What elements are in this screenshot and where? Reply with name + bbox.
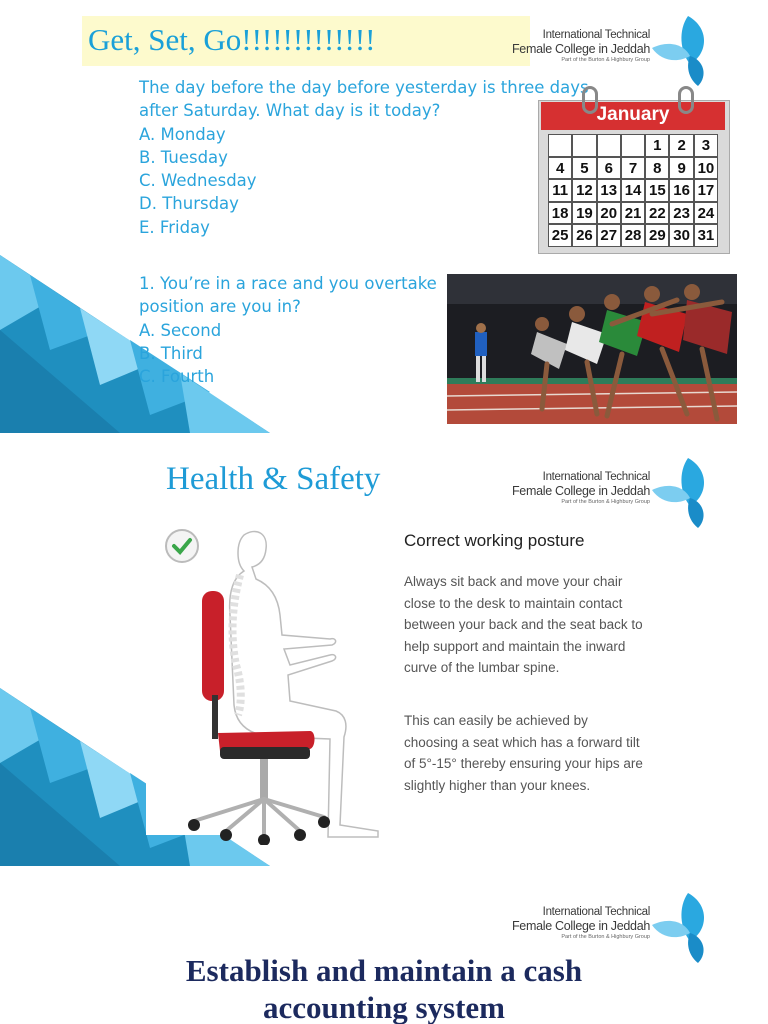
logo-line2: Female College in Jeddah [511, 484, 650, 498]
calendar-day-cell [548, 134, 572, 157]
calendar-day-cell: 8 [645, 157, 669, 180]
calendar-day-cell [597, 134, 621, 157]
calendar-day-cell: 23 [669, 202, 693, 225]
logo-line2: Female College in Jeddah [511, 919, 650, 933]
calendar-day-cell: 1 [645, 134, 669, 157]
slide-title-line2: accounting system [263, 990, 505, 1024]
slide-title: Get, Set, Go!!!!!!!!!!!!! [88, 22, 376, 57]
calendar-day-cell: 20 [597, 202, 621, 225]
question2-option-b: B. Third [139, 343, 203, 363]
calendar-day-cell: 28 [621, 224, 645, 247]
question1-option-c: C. Wednesday [139, 171, 257, 191]
question1-option-d: D. Thursday [139, 194, 239, 214]
slide-health-safety [0, 433, 768, 866]
calendar-day-cell: 25 [548, 224, 572, 247]
calendar-day-cell [621, 134, 645, 157]
calendar-day-cell: 15 [645, 179, 669, 202]
slide-title-line1: Establish and maintain a cash [185, 953, 583, 988]
calendar-day-cell: 16 [669, 179, 693, 202]
calendar-day-cell: 13 [597, 179, 621, 202]
posture-paragraph-2: This can easily be achieved by choosing a seat which has a forward tilt of 5°-15° thereby ensuring your hips are slightly higher than your knees. [404, 713, 643, 793]
calendar-day-cell: 7 [621, 157, 645, 180]
race-photo [447, 274, 737, 424]
calendar-day-cell: 4 [548, 157, 572, 180]
checkmark-icon [166, 530, 198, 562]
calendar-day-cell: 24 [694, 202, 718, 225]
slide-title: Health & Safety [166, 461, 381, 497]
calendar-day-cell: 31 [694, 224, 718, 247]
calendar-day-cell: 14 [621, 179, 645, 202]
slide-cash-accounting [0, 866, 768, 1024]
logo-line1: International Technical [542, 906, 650, 918]
college-logo [500, 468, 710, 528]
slide-title [0, 952, 768, 1024]
question2 [139, 272, 437, 388]
calendar-day-cell: 10 [694, 157, 718, 180]
calendar-day-cell: 30 [669, 224, 693, 247]
calendar-day-cell: 6 [597, 157, 621, 180]
question2-option-a: A. Second [139, 320, 222, 340]
posture-paragraph-1: Always sit back and move your chair close to the desk to maintain contact between your back and the seat back to help support and maintain the inward curve of the lumbar spine. [404, 574, 643, 676]
question1 [139, 76, 589, 239]
calendar-day-cell: 12 [572, 179, 596, 202]
question2-line1: 1. You’re in a race and you overtake [139, 274, 437, 293]
question2-option-c: C. Fourth [139, 367, 215, 387]
calendar-day-cell: 5 [572, 157, 596, 180]
question1-option-e: E. Friday [139, 217, 210, 237]
posture-illustration [160, 525, 390, 845]
logo-line1: International Technical [542, 471, 650, 483]
question1-line2: after Saturday. What day is it today? [139, 101, 441, 121]
calendar-day-cell: 22 [645, 202, 669, 225]
logo-line2: Female College in Jeddah [511, 42, 650, 56]
calendar-day-cell: 19 [572, 202, 596, 225]
calendar-day-cell: 17 [694, 179, 718, 202]
calendar-day-cell: 11 [548, 179, 572, 202]
logo-line1: International Technical [542, 29, 650, 41]
calendar-day-cell: 3 [694, 134, 718, 157]
calendar-day-cell: 29 [645, 224, 669, 247]
slide-title-box [82, 16, 530, 66]
logo-line3: Part of the Burton & Highbury Group [561, 57, 650, 63]
ring-icon [678, 86, 694, 114]
logo-line3: Part of the Burton & Highbury Group [561, 934, 650, 940]
logo-leaf-icon [650, 14, 710, 86]
calendar-grid [548, 134, 718, 247]
logo-leaf-icon [650, 456, 710, 528]
logo-line3: Part of the Burton & Highbury Group [561, 499, 650, 505]
calendar-day-cell: 18 [548, 202, 572, 225]
question1-option-a: A. Monday [139, 124, 226, 144]
question1-line1: The day before the day before yesterday is three days [139, 78, 589, 97]
ring-icon [582, 86, 598, 114]
calendar-day-cell: 27 [597, 224, 621, 247]
calendar-day-cell: 21 [621, 202, 645, 225]
calendar-day-cell: 26 [572, 224, 596, 247]
calendar-day-cell [572, 134, 596, 157]
calendar-month: January [596, 104, 670, 125]
question2-line2: position are you in? [139, 297, 301, 317]
slide-get-set-go [0, 0, 768, 433]
calendar-day-cell: 2 [669, 134, 693, 157]
calendar-day-cell: 9 [669, 157, 693, 180]
calendar-image [538, 92, 728, 252]
question1-option-b: B. Tuesday [139, 147, 228, 167]
posture-heading: Correct working posture [404, 531, 585, 550]
